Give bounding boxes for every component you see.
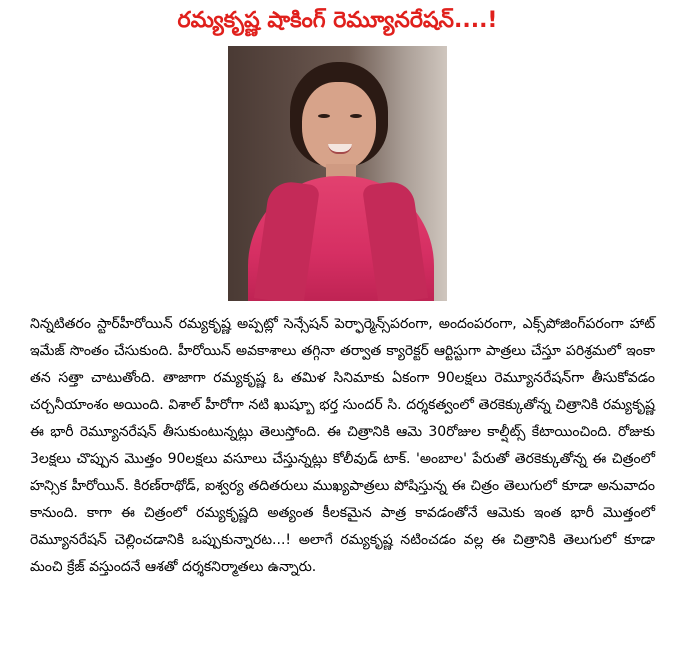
article-body: నిన్నటితరం స్టార్‌హీరోయిన్ రమ్యకృష్ణ అప్పట్లో సెన్సేషన్ పెర్ఫార్మెన్స్‌పరంగా, అందంపరంగా, ఎక్స్‌పోజింగ్‌పరంగా హాట్ ఇమేజ్ సొంతం చేసుకుంది. హీరోయిన్ అవకాశాలు తగ్గినా తర్వాత క్యారెక్టర్ ఆర్టిస్టుగా పాత్రలు చేస్తూ పరిశ్రమలో ఇంకా తన సత్తా చాటుతోంది. తాజాగా రమ్యకృష్ణ ఓ తమిళ సినిమాకు ఏకంగా 90లక్షలు రెమ్యూనరేషన్‌గా తీసుకోవడం చర్చనీయాంశం అయింది. విశాల్ హీరోగా నటి ఖుష్బూ భర్త సుందర్ సి. దర్శకత్వంలో తెరకెక్కుతోన్న చిత్రానికి రమ్యకృష్ణ ఈ భారీ రెమ్యూనరేషన్ తీసుకుంటున్నట్లు తెలుస్తోంది. ఈ చిత్రానికి ఆమె 30రోజుల కాల్షీట్స్ కేటాయించింది. రోజుకు 3లక్షలు చొప్పున మొత్తం 90లక్షలు వసూలు చేస్తున్నట్లు కోలీవుడ్ టాక్. 'అంబాల' పేరుతో తెరకెక్కుతోన్న ఈ చిత్రంలో హన్సిక హీరోయిన్. కిరణ్‌రాథోడ్, ఐశ్వర్య తదితరులు ముఖ్యపాత్రలు పోషిస్తున్న ఈ చిత్రం తెలుగులో కూడా అనువాదం కానుంది. కాగా ఈ చిత్రంలో రమ్యకృష్ణది అత్యంత కీలకమైన పాత్ర కావడంతోనే ఆమెకు ఇంత భారీ మొత్తంలో రెమ్యూనరేషన్ చెల్లించడానికి ఒప్పుకున్నారట...! అలాగే రమ్యకృష్ణ నటించడం వల్ల ఈ చిత్రానికి తెలుగులో కూడా మంచి క్రేజ్ వస్తుందనే ఆశతో దర్శకనిర్మాతలు ఉన్నారు. [30,316,655,575]
article-headline: రమ్యకృష్ణ షాకింగ్ రెమ్యూనరేషన్....! [177,8,498,33]
photo-eye-left [318,114,330,118]
article-photo [228,46,447,301]
photo-eye-right [350,114,362,118]
photo-face [302,82,376,170]
